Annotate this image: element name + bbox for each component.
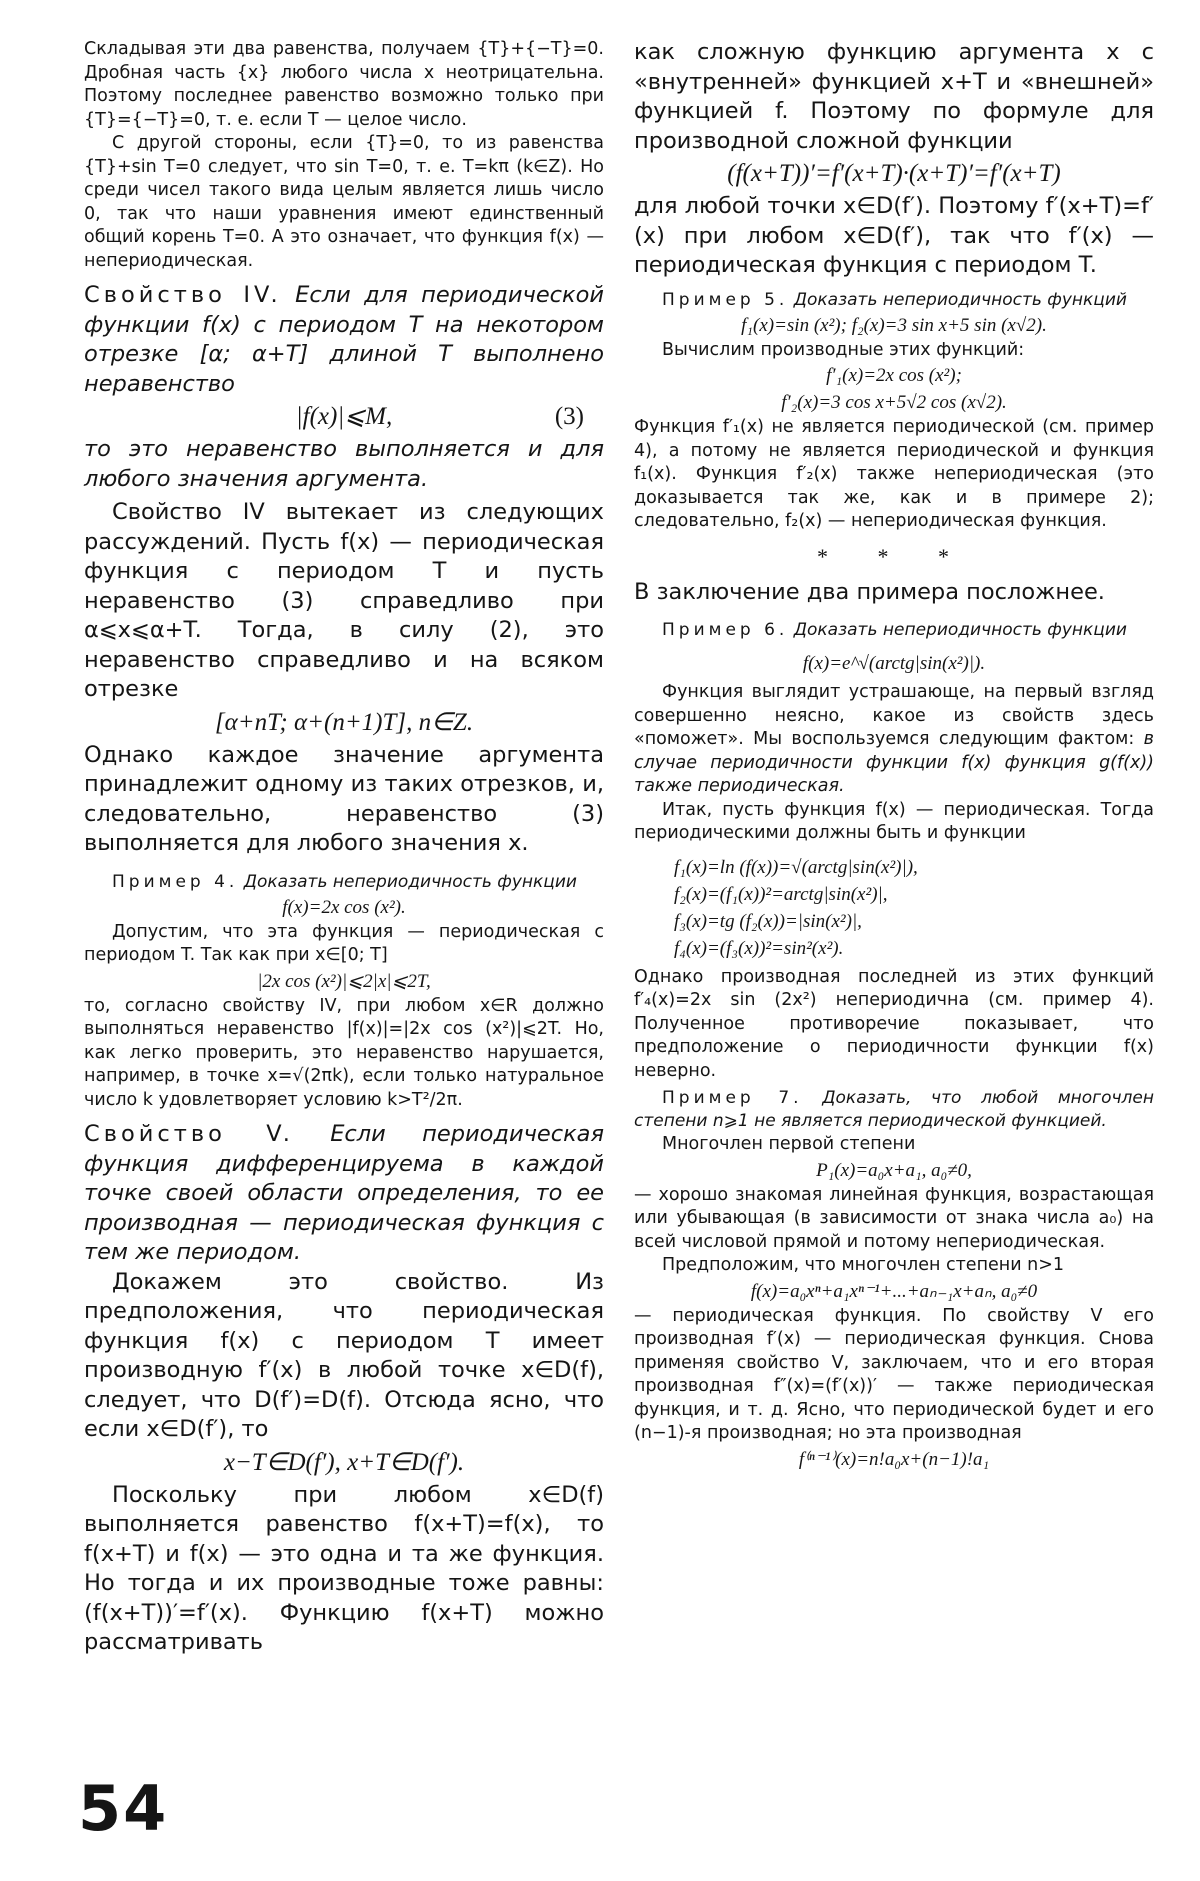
- equation: f⁽ⁿ⁻¹⁾(x)=n!a₀x+(n−1)!a₁: [798, 1448, 990, 1470]
- property-text: Если периодическая функция дифференцируема в каждой точке своей области определения, то ее производная — периодическая функция с тем же периодом.: [84, 1121, 604, 1265]
- equation: f₃(x)=tg (f₂(x))=|sin(x²)|,: [674, 910, 862, 932]
- equation-3: [84, 399, 604, 435]
- property-heading: Свойство V.: [84, 1121, 294, 1147]
- text-italic: в случае периодичности функции f(x) функция g(f(x)) также периодическая.: [634, 729, 1154, 796]
- equation: f₄(x)=(f₃(x))²=sin²(x²).: [674, 937, 844, 959]
- example-task: Доказать непериодичность функции: [243, 871, 577, 892]
- paragraph: Вычислим производные этих функций:: [662, 339, 1025, 360]
- paragraph: [634, 681, 1154, 799]
- paragraph: Функция f′₁(x) не является периодической (см. пример 4), а потому не является периодической и функция f₁(x). Функция f′₂(x) также непериодическая (это доказывается так же, как и в примере 2); следовательно, f₂(x) — непериодическая функция.: [634, 417, 1154, 531]
- paragraph: Допустим, что эта функция — периодическая с периодом T. Так как при x∈[0; T]: [84, 921, 604, 965]
- property-5-statement: [84, 1120, 604, 1268]
- example-label: Пример 4.: [112, 871, 239, 892]
- equation: f′₂(x)=3 cos x+5√2 cos (x√2).: [781, 392, 1007, 413]
- paragraph: — хорошо знакомая линейная функция, возрастающая или убывающая (в зависимости от знака числа a₀) на всей числовой прямой и потому непериодическая.: [634, 1184, 1154, 1252]
- example-label: Пример 5.: [662, 289, 789, 310]
- right-column: [634, 38, 1154, 1473]
- equation-number: (3): [554, 403, 584, 430]
- example-6-heading: [634, 619, 1154, 642]
- paragraph: Однако каждое значение аргумента принадлежит одному из таких отрезков, и, следовательно, неравенство (3) выполняется для любого значения x.: [84, 741, 604, 856]
- paragraph: Докажем это свойство. Из предположения, что периодическая функция f(x) с периодом T имеет производную f′(x) в любой точке x∈D(f), следует, что D(f′)=D(f). Отсюда ясно, что если x∈D(f′), то: [84, 1268, 604, 1442]
- equation: f′₁(x)=2x cos (x²);: [826, 365, 962, 386]
- example-4-heading: [84, 871, 604, 894]
- equation: f₂(x)=(f₁(x))²=arctg|sin(x²)|,: [674, 883, 888, 905]
- text: Функция выглядит устрашающе, на первый взгляд совершенно неясно, какое из свойств здесь «поможет». Мы воспользуемся следующим фактом:: [634, 682, 1154, 749]
- equation: x−T∈D(f′), x+T∈D(f′).: [223, 1448, 465, 1476]
- equation: |f(x)|⩽M,: [295, 403, 393, 430]
- paragraph: Многочлен первой степени: [662, 1134, 916, 1154]
- example-task: Доказать непериодичность функции: [793, 620, 1127, 640]
- page-number: 54: [78, 1772, 169, 1845]
- property-heading: Свойство IV.: [84, 282, 282, 308]
- equation: f₁(x)=sin (x²); f₂(x)=3 sin x+5 sin (x√2).: [741, 314, 1047, 336]
- paragraph: В заключение два примера посложнее.: [634, 578, 1105, 605]
- paragraph: для любой точки x∈D(f′). Поэтому f′(x+T)=f′(x) при любом x∈D(f′), так что f′(x) — периодическая функция с периодом T.: [634, 193, 1154, 278]
- example-task: Доказать непериодичность функций: [793, 289, 1127, 310]
- property-text: Если для периодической функции f(x) с периодом T на некотором отрезке [α; α+T] длиной T выполнено неравенство: [84, 282, 605, 397]
- paragraph: — периодическая функция. По свойству V его производная f′(x) — периодическая функция. Снова применяя свойство V, заключаем, что и его вторая производная f″(x)=(f′(x))′ — также периодическая функция, и т. д. Ясно, что периодической будет и его (n−1)-я производная; но эта производная: [634, 1305, 1154, 1443]
- paragraph: как сложную функцию аргумента x с «внутренней» функцией x+T и «внешней» функцией f. Поэтому по формуле для производной сложной функции: [634, 39, 1154, 154]
- section-divider: * * *: [817, 543, 971, 569]
- example-task: Доказать, что любой многочлен степени n⩾1 не является периодической функцией.: [634, 1088, 1154, 1131]
- equation: f(x)=a₀xⁿ+a₁xⁿ⁻¹+...+aₙ₋₁x+aₙ, a₀≠0: [750, 1280, 1038, 1302]
- example-5-heading: [634, 289, 1154, 312]
- equation: f(x)=2x cos (x²).: [282, 896, 406, 918]
- example-7-heading: [634, 1087, 1154, 1133]
- paragraph: Свойство IV вытекает из следующих рассуждений. Пусть f(x) — периодическая функция с периодом T и пусть неравенство (3) справедливо при α⩽x⩽α+T. Тогда, в силу (2), это неравенство справедливо и на всяком отрезке: [84, 499, 604, 702]
- property-4-statement: [84, 281, 604, 399]
- paragraph: Однако производная последней из этих функций f′₄(x)=2x sin (2x²) непериодична (см. пример 4). Полученное противоречие показывает, что предположение о периодичности функции f(x) неверно.: [634, 966, 1154, 1081]
- paragraph: то, согласно свойству IV, при любом x∈R должно выполняться неравенство |f(x)|=|2x cos (x²)|⩽2T. Но, как легко проверить, это неравенство нарушается, например, в точке x=√(2πk), если только натуральное число k удовлетворяет условию k>T²/2π.: [84, 995, 604, 1110]
- equation: (f(x+T))′=f′(x+T)·(x+T)′=f′(x+T): [727, 160, 1061, 187]
- equation: f₁(x)=ln (f(x))=√(arctg|sin(x²)|),: [674, 856, 918, 878]
- left-column: [84, 38, 604, 1658]
- equation: [α+nT; α+(n+1)T], n∈Z.: [214, 708, 474, 736]
- paragraph: Предположим, что многочлен степени n>1: [662, 1255, 1065, 1275]
- property-text: то это неравенство выполняется и для любого значения аргумента.: [84, 436, 604, 492]
- equation: |2x cos (x²)|⩽2|x|⩽2T,: [257, 970, 431, 992]
- example-label: Пример 6.: [662, 620, 789, 640]
- paragraph: Итак, пусть функция f(x) — периодическая. Тогда периодическими должны быть и функции: [634, 799, 1154, 843]
- example-label: Пример 7.: [662, 1088, 803, 1108]
- paragraph: Складывая эти два равенства, получаем {T}+{−T}=0. Дробная часть {x} любого числа x неотрицательна. Поэтому последнее равенство возможно только при {T}={−T}=0, т. е. если T — целое число.: [84, 39, 604, 130]
- paragraph: С другой стороны, если {T}=0, то из равенства {T}+sin T=0 следует, что sin T=0, т. е. T=kπ (k∈Z). Но среди чисел такого вида целым является лишь число 0, так что наши уравнения имеют единственный общий корень T=0. А это означает, что функция f(x) — непериодическая.: [84, 133, 604, 271]
- equation: f(x)=e^√(arctg|sin(x²)|).: [802, 653, 986, 674]
- paragraph: Поскольку при любом x∈D(f) выполняется равенство f(x+T)=f(x), то f(x+T) и f(x) — это одна и та же функция. Но тогда и их производные тоже равны: (f(x+T))′=f′(x). Функцию f(x+T) можно рассматривать: [84, 1481, 604, 1655]
- equation: P₁(x)=a₀x+a₁, a₀≠0,: [816, 1159, 972, 1181]
